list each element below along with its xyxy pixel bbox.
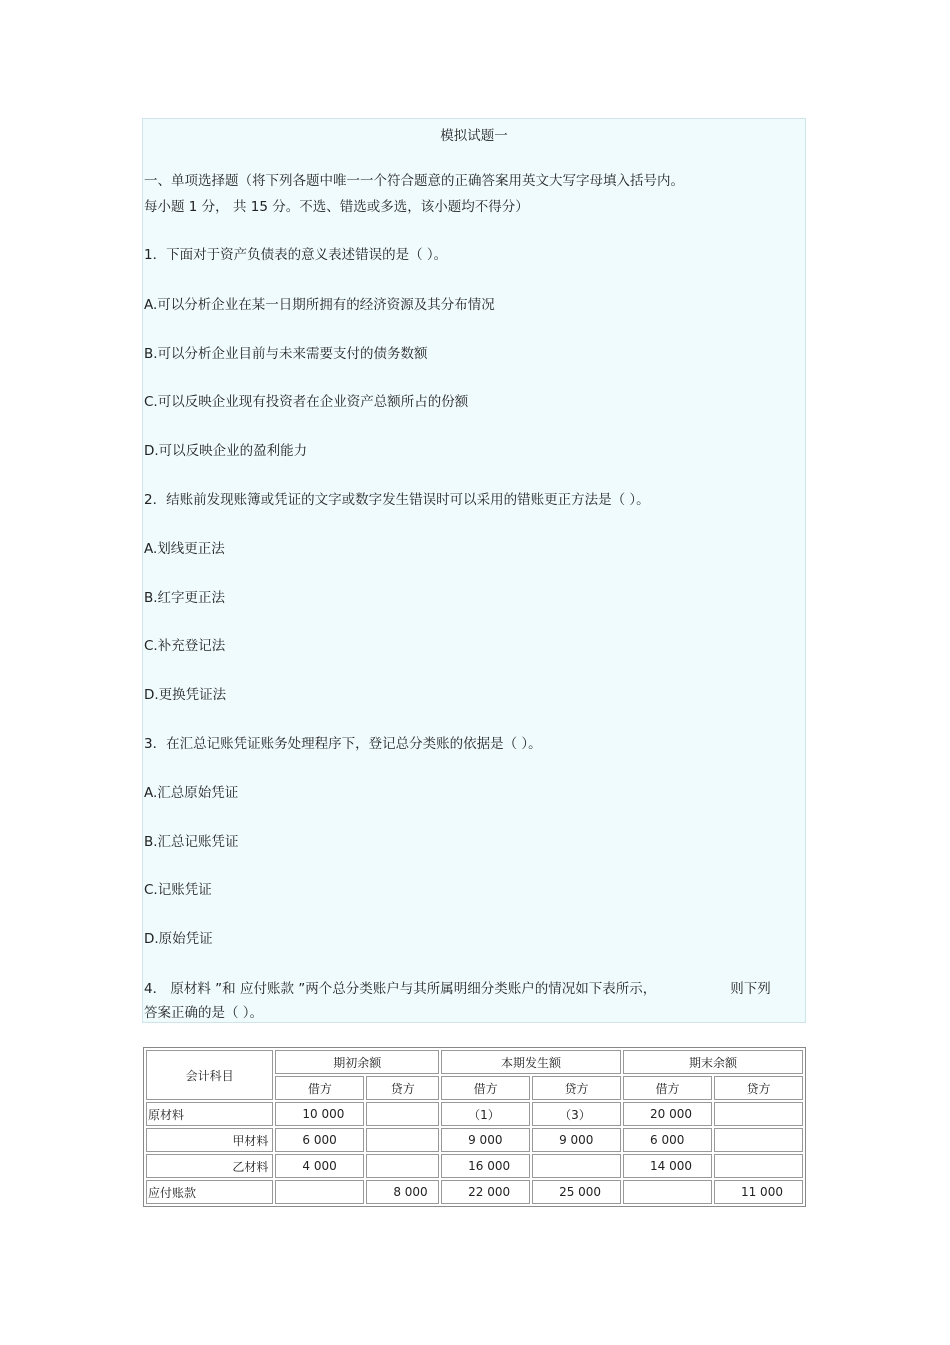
question-2-option-d: D.更换凭证法 (144, 687, 227, 703)
cell-current-credit: 25 000 (532, 1180, 621, 1204)
row-account-name: 原材料 (146, 1102, 273, 1126)
cell-current-debit: （1） (441, 1102, 530, 1126)
table-row (146, 1180, 803, 1204)
row-account-name: 应付账款 (146, 1180, 273, 1204)
question-4-stem-part-1: 4． 原材料 ”和 应付账款 ”两个总分类账户与其所属明细分类账户的情况如下表所示， (144, 981, 657, 997)
header-opening-balance: 期初余额 (275, 1050, 439, 1074)
section-heading-line-2: 每小题 1 分， 共 15 分。不选、错选或多选，该小题均不得分） (144, 199, 529, 215)
question-3-option-b: B.汇总记账凭证 (144, 834, 239, 850)
cell-opening-debit: 6 000 (275, 1128, 364, 1152)
header-opening-debit: 借方 (275, 1076, 364, 1100)
cell-current-credit (532, 1154, 621, 1178)
cell-current-credit: （3） (532, 1102, 621, 1126)
cell-opening-credit (366, 1102, 439, 1126)
question-1-stem: 1．下面对于资产负债表的意义表述错误的是（ ）。 (144, 247, 448, 263)
cell-opening-debit: 4 000 (275, 1154, 364, 1178)
table-row (146, 1102, 803, 1126)
document-title: 模拟试题一 (440, 128, 508, 144)
question-1-option-c: C.可以反映企业现有投资者在企业资产总额所占的份额 (144, 394, 469, 410)
question-4-stem-part-2: 则下列 (730, 981, 771, 997)
header-current-debit: 借方 (441, 1076, 530, 1100)
cell-current-debit: 22 000 (441, 1180, 530, 1204)
question-3-option-c: C.记账凭证 (144, 882, 212, 898)
header-current-credit: 贷方 (532, 1076, 621, 1100)
header-current-amount: 本期发生额 (441, 1050, 621, 1074)
header-closing-credit: 贷方 (714, 1076, 803, 1100)
header-account: 会计科目 (146, 1050, 273, 1100)
cell-closing-credit (714, 1128, 803, 1152)
cell-opening-credit (366, 1128, 439, 1152)
header-closing-debit: 借方 (623, 1076, 712, 1100)
header-opening-credit: 贷方 (366, 1076, 439, 1100)
cell-closing-debit (623, 1180, 712, 1204)
section-heading-line-1: 一、单项选择题（将下列各题中唯一一个符合题意的正确答案用英文大写字母填入括号内。 (144, 173, 684, 189)
question-3-stem: 3．在汇总记账凭证账务处理程序下，登记总分类账的依据是（ ）。 (144, 736, 542, 752)
question-2-option-a: A.划线更正法 (144, 541, 225, 557)
cell-opening-debit: 10 000 (275, 1102, 364, 1126)
cell-current-debit: 9 000 (441, 1128, 530, 1152)
question-2-stem: 2．结账前发现账簿或凭证的文字或数字发生错误时可以采用的错账更正方法是（ ）。 (144, 492, 650, 508)
cell-closing-debit: 20 000 (623, 1102, 712, 1126)
table-row (146, 1154, 803, 1178)
cell-current-debit: 16 000 (441, 1154, 530, 1178)
cell-opening-debit (275, 1180, 364, 1204)
question-4-stem-line-1 (144, 980, 802, 998)
cell-closing-debit: 14 000 (623, 1154, 712, 1178)
question-4-stem-line-2: 答案正确的是（ ）。 (144, 1005, 264, 1021)
question-3-option-d: D.原始凭证 (144, 931, 213, 947)
header-closing-balance: 期末余额 (623, 1050, 803, 1074)
cell-opening-credit: 8 000 (366, 1180, 439, 1204)
row-account-name: 乙材料 (146, 1154, 273, 1178)
cell-closing-credit: 11 000 (714, 1180, 803, 1204)
question-1-option-d: D.可以反映企业的盈利能力 (144, 443, 308, 459)
question-2-option-c: C.补充登记法 (144, 638, 226, 654)
cell-opening-credit (366, 1154, 439, 1178)
table-row (146, 1128, 803, 1152)
ledger-table (143, 1047, 806, 1207)
question-2-option-b: B.红字更正法 (144, 590, 226, 606)
cell-closing-credit (714, 1102, 803, 1126)
question-1-option-a: A.可以分析企业在某一日期所拥有的经济资源及其分布情况 (144, 297, 495, 313)
question-3-option-a: A.汇总原始凭证 (144, 785, 239, 801)
cell-current-credit: 9 000 (532, 1128, 621, 1152)
row-account-name: 甲材料 (146, 1128, 273, 1152)
question-1-option-b: B.可以分析企业目前与未来需要支付的债务数额 (144, 346, 428, 362)
cell-closing-debit: 6 000 (623, 1128, 712, 1152)
cell-closing-credit (714, 1154, 803, 1178)
